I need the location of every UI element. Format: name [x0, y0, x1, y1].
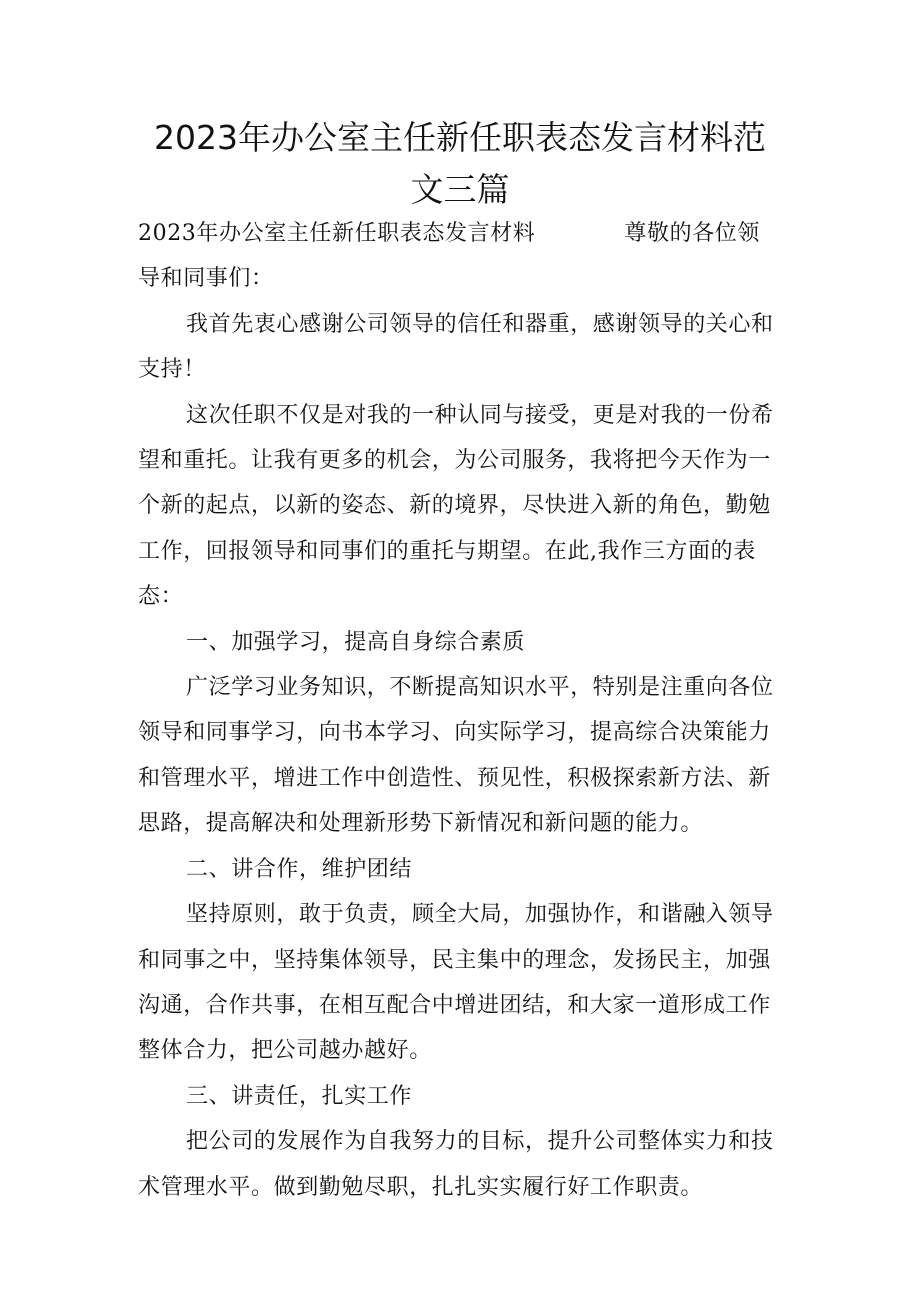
paragraph-cooperation: 坚持原则，敢于负责，顾全大局，加强协作，和谐融入领导和同事之中，坚持集体领导，民主集中的理念，发扬民主，加强沟通，合作共事，在相互配合中增进团结，和大家一道形成工作整体合力，把公司越办越好。 [138, 902, 774, 1064]
section-heading-3: 三、讲责任，扎实工作 [186, 1083, 413, 1109]
paragraph-thanks: 我首先衷心感谢公司领导的信任和器重，感谢领导的关心和支持！ [138, 311, 774, 383]
section-heading-1: 一、加强学习，提高自身综合素质 [186, 629, 526, 655]
subtitle-row [138, 211, 786, 256]
greeting-end: 导和同事们： [138, 266, 274, 292]
document-body [138, 211, 786, 1210]
document-subtitle: 2023年办公室主任新任职表态发言材料 [138, 221, 536, 246]
section-heading-2: 二、讲合作，维护团结 [186, 856, 413, 882]
paragraph-commitment: 这次任职不仅是对我的一种认同与接受，更是对我的一份希望和重托。让我有更多的机会，为公司服务，我将把今天作为一个新的起点，以新的姿态、新的境界，尽快进入新的角色，勤勉工作，回报领导和同事们的重托与期望。在此,我作三方面的表态： [138, 402, 774, 610]
paragraph-responsibility: 把公司的发展作为自我努力的目标，提升公司整体实力和技术管理水平。做到勤勉尽职，扎扎实实履行好工作职责。 [138, 1129, 774, 1200]
document-title: 2023年办公室主任新任职表态发言材料范文三篇 [154, 118, 766, 209]
greeting-start: 尊敬的各位领 [624, 221, 760, 246]
paragraph-study: 广泛学习业务知识，不断提高知识水平，特别是注重向各位领导和同事学习，向书本学习、向实际学习，提高综合决策能力和管理水平，增进工作中创造性、预见性，积极探索新方法、新思路，提高解决和处理新形势下新情况和新问题的能力。 [138, 675, 774, 837]
